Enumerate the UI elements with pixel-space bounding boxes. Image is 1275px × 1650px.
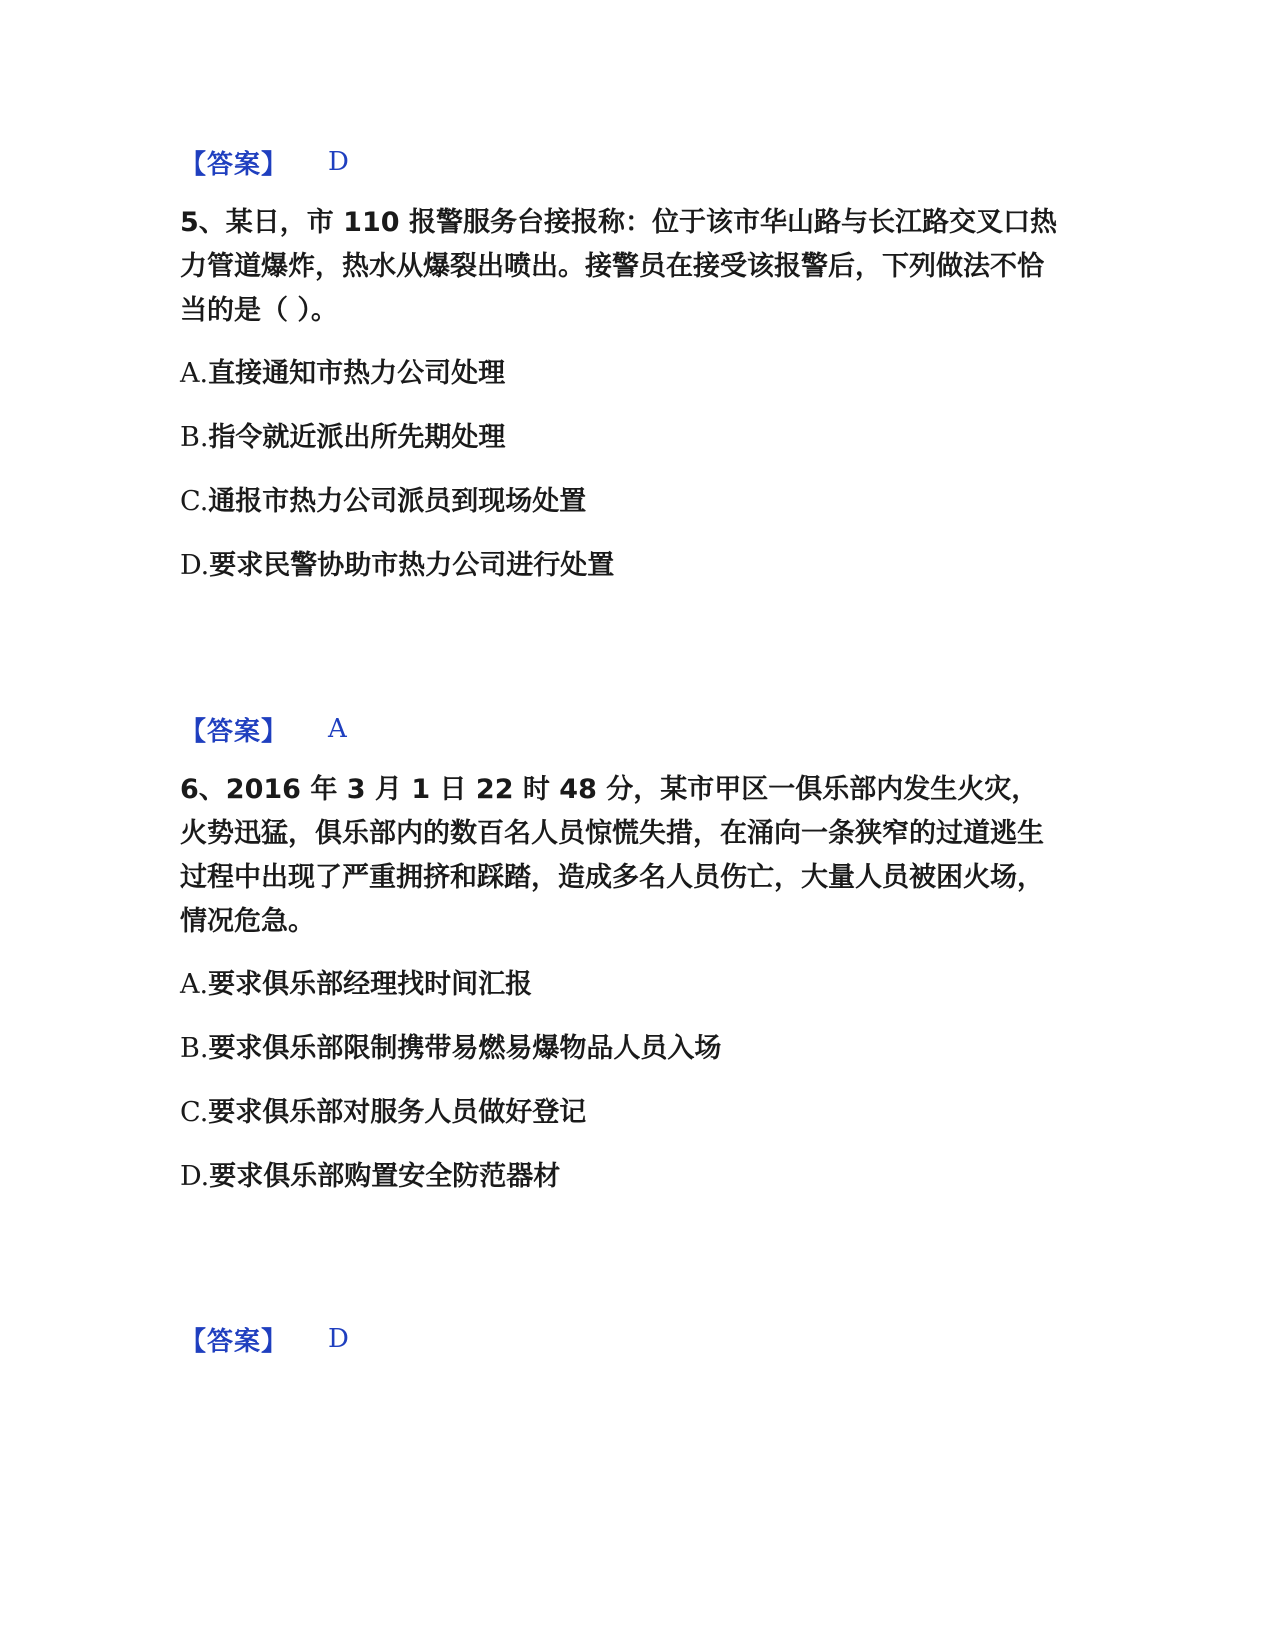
- answer-line: [180, 142, 349, 182]
- question-option: [180, 965, 532, 1005]
- answer-value: D: [328, 1324, 349, 1354]
- option-text: 指令就近派出所先期处理: [208, 422, 506, 453]
- answer-label: 【答案】: [180, 716, 289, 747]
- option-key: B.: [180, 422, 209, 453]
- option-text: 要求民警协助市热力公司进行处置: [209, 550, 615, 581]
- question-option: [180, 546, 614, 586]
- option-key: D.: [180, 550, 210, 581]
- option-text: 要求俱乐部限制携带易燃易爆物品人员入场: [208, 1033, 722, 1064]
- option-key: A.: [180, 969, 209, 1000]
- option-key: C.: [180, 1097, 209, 1128]
- answer-line: [180, 1319, 349, 1359]
- question-stem: 6、2016 年 3 月 1 日 22 时 48 分，某市甲区一俱乐部内发生火灾，火势迅猛，俱乐部内的数百名人员惊慌失措，在涌向一条狭窄的过道逃生过程中出现了严重拥挤和踩踏，造成多名人员伤亡，大量人员被困火场，情况危急。: [180, 774, 1044, 937]
- answer-value: D: [328, 147, 349, 177]
- option-key: B.: [180, 1033, 209, 1064]
- question-option: [180, 482, 586, 522]
- option-text: 要求俱乐部对服务人员做好登记: [208, 1097, 587, 1128]
- question-option: [180, 1157, 560, 1197]
- option-text: 要求俱乐部经理找时间汇报: [208, 969, 533, 1000]
- question-option: [180, 1029, 721, 1069]
- option-text: 通报市热力公司派员到现场处置: [208, 486, 587, 517]
- option-text: 要求俱乐部购置安全防范器材: [209, 1161, 561, 1192]
- question-stem: 5、某日，市 110 报警服务台接报称：位于该市华山路与长江路交叉口热力管道爆炸，热水从爆裂出喷出。接警员在接受该报警后，下列做法不恰当的是（ ）。: [180, 207, 1057, 326]
- answer-line: [180, 709, 347, 749]
- question-option: [180, 354, 505, 394]
- answer-label: 【答案】: [180, 1326, 289, 1357]
- question-option: [180, 1093, 586, 1133]
- option-key: D.: [180, 1161, 210, 1192]
- answer-value: A: [328, 714, 347, 744]
- question-option: [180, 418, 505, 458]
- answer-label: 【答案】: [180, 149, 289, 180]
- option-key: C.: [180, 486, 209, 517]
- option-text: 直接通知市热力公司处理: [208, 358, 506, 389]
- option-key: A.: [180, 358, 209, 389]
